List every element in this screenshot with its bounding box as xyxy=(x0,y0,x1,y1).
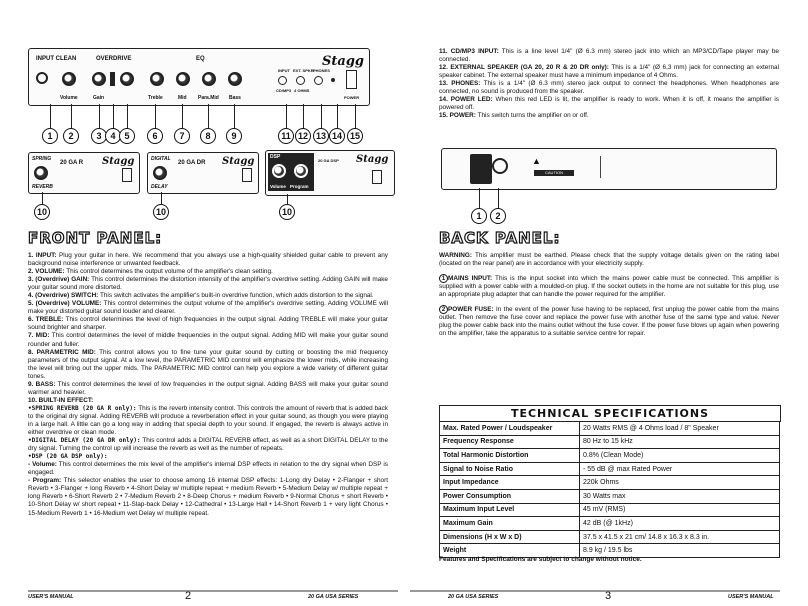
ohms-label: 4 OHMS xyxy=(294,88,310,93)
leader-line xyxy=(234,104,235,128)
item-8: 8. PARAMETRIC MID: This control allows you to fine tune your guitar sound by cutting or boosting the mid frequency parameters of the output signal. At a low level, the PARAMETRIC MID control will emphasize the lower mids, while increasing the level will bring out the upper mids. The PARAMETRIC MID control can help you explore a wide variety of different guitar tones. xyxy=(28,348,388,380)
item-11: 11. CD/MP3 INPUT: This is a line level 1/4" (Ø 6.3 mm) stereo jack into which an MP3/CD/Tape player may be connected. xyxy=(439,48,779,64)
mains-socket xyxy=(470,154,492,184)
leader-line xyxy=(303,104,304,128)
spec-key: Maximum Gain xyxy=(440,517,580,531)
digital-delay-item: •DIGITAL DELAY (20 GA DR only): This control adds a DIGITAL REVERB effect, as well as a short DIGITAL DELAY to the dry signal. Turning the control up will increase the reverb as well as the number of repeats. xyxy=(28,437,389,453)
spec-row xyxy=(440,422,780,436)
leader-line xyxy=(127,104,128,128)
input-clean-label: INPUT CLEAN xyxy=(36,56,77,62)
item-10: 10. BUILT-IN EFFECT: xyxy=(28,396,94,404)
callout-10-delay: 10 xyxy=(153,204,169,220)
spec-key: Maximum Input Level xyxy=(440,503,580,517)
stagg-logo: Stagg xyxy=(322,54,364,69)
leader-line xyxy=(99,104,100,128)
spec-row xyxy=(440,435,780,449)
leader-line xyxy=(113,104,114,128)
callout-7: 7 xyxy=(174,128,190,144)
input-jack xyxy=(36,72,48,84)
item-15: 15. POWER: This switch turns the amplifier on or off. xyxy=(439,112,589,120)
treble-knob xyxy=(150,72,164,86)
leader-line xyxy=(208,104,209,128)
specs-table xyxy=(439,421,780,558)
callout-6: 6 xyxy=(147,128,163,144)
power-led xyxy=(331,78,335,82)
eq-label: EQ xyxy=(196,56,205,62)
leader-line xyxy=(71,104,72,128)
power-fuse-item: 2 POWER FUSE: In the event of the power fuse having to be replaced, first unplug the power cable from the mains outlet. Then remove the fuse cover and replace the power fuse with another fuse of the same type and value. Never plug the power cable back into the mains outlet without the fuse cover. If the power fuse blows up again when powering on the amplifier, take the apparatus to a suitable service centre for repair. xyxy=(439,306,779,338)
specs-title: TECHNICAL SPECIFICATIONS xyxy=(439,405,781,422)
mid-label: Mid xyxy=(178,95,187,101)
callout-14: 14 xyxy=(329,128,345,144)
callout-10-reverb: 10 xyxy=(34,204,50,220)
mid-knob xyxy=(176,72,190,86)
overdrive-volume-knob xyxy=(120,72,134,86)
gain-label: Gain xyxy=(93,95,105,101)
callout-15: 15 xyxy=(347,128,363,144)
page-number-left: 2 xyxy=(185,590,192,602)
spec-value: 220k Ohms xyxy=(580,476,780,490)
power-switch xyxy=(346,70,357,89)
page-number-right: 3 xyxy=(605,590,612,602)
spring-reverb-item: •SPRING REVERB (20 GA R only): This is the reverb intensity control. This controls the amount of reverb that is added back to the original dry signal. Adding REVERB will produce a reverberation effect in your guitar sound, as though you were playing in a large hall. A little can go a long way in adding that special depth to your sound. If engaged, the reverb is always active in either overdrive or clean mode. xyxy=(28,404,388,437)
stagg-logo-small: Stagg xyxy=(356,154,389,165)
footer-series-left: 20 GA USA SERIES xyxy=(308,594,359,600)
power-switch-small xyxy=(242,168,252,182)
item-12: 12. EXTERNAL SPEAKER (GA 20, 20 R & 20 DR only): This is a 1/4" (Ø 6,3 mm) jack for connecting an external speaker cabinet. The external speaker must have a minimum impedance of 4 Ohms. xyxy=(439,64,779,80)
power-label: POWER xyxy=(344,95,360,100)
spec-value: - 55 dB @ max Rated Power xyxy=(580,462,780,476)
spec-value: 30 Watts max xyxy=(580,489,780,503)
phones-label: PHONES xyxy=(313,68,330,73)
item-3: 3. (Overdrive) GAIN: This control determines the distortion intensity of the amplifier's overdrive setting. Adding GAIN will make your guitar sound more distorted. xyxy=(28,276,388,292)
spec-key: Power Consumption xyxy=(440,489,580,503)
item-9: 9. BASS: This control determines the level of low frequencies in the output signal. Adding BASS will make your guitar sound warmer and heavier. xyxy=(28,380,388,396)
item-7: 7. MID: This control determines the level of middle frequencies in the output signal. Adding MID will make your guitar sound rounder and fuller. xyxy=(28,332,388,348)
ext-spkr-label: EXT. SPKR. xyxy=(293,68,315,73)
spec-key: Max. Rated Power / Loudspeaker xyxy=(440,422,580,436)
item-5: 5. (Overdrive) VOLUME: This control determines the output volume of the amplifier's overdrive setting. Adding VOLUME will make your distorted guitar sound louder and clearer. xyxy=(28,300,389,316)
leader-line xyxy=(355,104,356,128)
spec-row xyxy=(440,530,780,544)
dsp-volume-knob xyxy=(272,164,286,178)
item-13: 13. PHONES: This is a 1/4" (Ø 6.3 mm) stereo jack output to connect the headphones. When headphones are connected, no sound is produced from the speaker. xyxy=(439,80,779,96)
stagg-logo-small: Stagg xyxy=(102,156,135,167)
delay-label: DELAY xyxy=(151,184,168,190)
treble-label: Treble xyxy=(148,95,163,101)
mains-input-item: 1 MAINS INPUT: This is the input socket into which the mains power cable must be connected. This amplifier is supplied with a power cable with a moulded-on plug. If the socket outlets in the home are not suitable for this plug, use an appropriate plug adapter that can handle the power required for the amplifier. xyxy=(439,275,780,299)
cd-mp3-jack xyxy=(278,76,287,85)
spring-label: SPRING xyxy=(32,156,52,162)
spec-row xyxy=(440,503,780,517)
leader-line xyxy=(286,104,287,128)
leader-line xyxy=(498,188,499,208)
callout-8: 8 xyxy=(200,128,216,144)
spec-key: Frequency Response xyxy=(440,435,580,449)
rating-label xyxy=(600,156,751,178)
overdrive-label: OVERDRIVE xyxy=(96,56,132,62)
callout-13: 13 xyxy=(313,128,329,144)
item-4: 4. (Overdrive) SWITCH: This switch activates the amplifier's built-in overdrive function, which adds distortion to the signal. xyxy=(28,292,374,300)
spec-key: Weight xyxy=(440,544,580,558)
stagg-logo-small: Stagg xyxy=(222,156,255,167)
dsp-volume-item: - Volume: This control determines the mix level of the amplifier's internal DSP effects in relation to the dry signal when DSP is engaged. xyxy=(28,461,389,477)
callout-back-2: 2 xyxy=(490,208,506,224)
para-mid-label: Para.Mid xyxy=(198,95,219,101)
item-2: 2. VOLUME: This control determines the output volume of the amplifier's clean setting. xyxy=(28,268,273,276)
phones-jack xyxy=(314,76,323,85)
spec-row xyxy=(440,476,780,490)
callout-12: 12 xyxy=(295,128,311,144)
callout-2: 2 xyxy=(63,128,79,144)
warning-text: WARNING: This amplifier must be earthed. Please check that the supply voltage details given on the rating label (located on the rear panel) are in accordance with your electricity supply. xyxy=(439,252,779,268)
gain-knob xyxy=(92,72,106,86)
footer-divider-right xyxy=(410,590,780,592)
footer-divider-left xyxy=(28,590,398,592)
reverb-knob xyxy=(34,166,48,180)
leader-line xyxy=(479,188,480,208)
dsp-label: DSP xyxy=(270,154,281,160)
power-switch-small xyxy=(372,170,382,184)
caution-label: CAUTION xyxy=(534,170,574,176)
spec-key: Input Impedance xyxy=(440,476,580,490)
spec-value: 42 dB (@ 1kHz) xyxy=(580,517,780,531)
spec-row xyxy=(440,449,780,463)
connections-body xyxy=(439,48,779,120)
leader-line xyxy=(337,104,338,128)
spec-value: 80 Hz to 15 kHz xyxy=(580,435,780,449)
callout-back-1: 1 xyxy=(471,208,487,224)
input-label: INPUT xyxy=(278,68,290,73)
callout-10-dsp: 10 xyxy=(279,204,295,220)
callout-5: 5 xyxy=(119,128,135,144)
model-20gar: 20 GA R xyxy=(60,160,84,166)
dsp-program-item: - Program: This selector enables the user to choose among 16 internal DSP effects: 1-Long dry Delay • 2-Flanger + short Reverb • 3-Flanger + long Reverb • 4-Short Delay w/ multiple repeat + medium Reverb • 5-Medium Delay w/ multiple repeat + long Reverb • 6-Short Reverb 2 • 7-Medium Reverb 2 • 8-Deep Chorus + medium Reverb • 9-Normal Chorus + short Reverb • 10-Short Delay w/ short repeat • 11-Slap-back Delay • 12-Cathedral • 13-Large Hall • 14-Short Reverb 1 + very light Chorus • 15-Medium Reverb 1 • 16-Medium wet Delay w/ multiple repeat. xyxy=(28,477,389,517)
spec-row xyxy=(440,489,780,503)
overdrive-switch xyxy=(110,72,115,86)
dsp-item: •DSP (20 GA DSP only): xyxy=(28,453,108,461)
warning-triangle-icon: ▲ xyxy=(532,156,541,166)
dsp-program-knob xyxy=(294,164,308,178)
dsp-program-label: Program xyxy=(290,184,309,189)
volume-knob xyxy=(62,72,76,86)
item-1: 1. INPUT: Plug your guitar in here. We recommend that you always use a high-quality shielded guitar cable to prevent any background noise interference or unwanted feedback. xyxy=(28,252,388,268)
spec-value: 8.9 kg / 19.5 lbs xyxy=(580,544,780,558)
spec-key: Signal to Noise Ratio xyxy=(440,462,580,476)
leader-line xyxy=(287,194,288,204)
leader-line xyxy=(50,104,51,128)
fuse-holder xyxy=(492,158,508,174)
bass-label: Bass xyxy=(229,95,241,101)
callout-4: 4 xyxy=(105,128,121,144)
specs-note: Features and Specifications are subject to change without notice. xyxy=(439,556,642,563)
spec-key: Total Harmonic Distortion xyxy=(440,449,580,463)
spec-value: 45 mV (RMS) xyxy=(580,503,780,517)
spec-value: 37.5 x 41.5 x 21 cm/ 14.8 x 16.3 x 8.3 in. xyxy=(580,530,780,544)
leader-line xyxy=(321,104,322,128)
item-14: 14. POWER LED: When this red LED is lit, the amplifier is ready to work. When it is off, it means the amplifier is powered off. xyxy=(439,96,779,112)
callout-11: 11 xyxy=(278,128,294,144)
front-panel-body xyxy=(28,252,388,518)
footer-manual-left: USER'S MANUAL xyxy=(28,594,74,600)
cd-mp3-label: CD/MP3 xyxy=(276,88,292,93)
item-6: 6. TREBLE: This control determines the level of high frequencies in the output signal. Adding TREBLE will make your guitar sound brighter and sharper. xyxy=(28,316,388,332)
callout-9: 9 xyxy=(226,128,242,144)
footer-manual-right: USER'S MANUAL xyxy=(728,594,774,600)
model-20gadr: 20 GA DR xyxy=(178,160,206,166)
spec-row xyxy=(440,462,780,476)
callout-1: 1 xyxy=(42,128,58,144)
spec-value: 20 Watts RMS @ 4 Ohms load / 8" Speaker xyxy=(580,422,780,436)
bass-knob xyxy=(228,72,242,86)
volume-label: Volume xyxy=(60,95,78,101)
ext-spkr-jack xyxy=(296,76,305,85)
leader-line xyxy=(42,192,43,204)
leader-line xyxy=(161,192,162,204)
back-panel-body xyxy=(439,252,779,338)
back-panel-heading: BACK PANEL: xyxy=(439,229,561,247)
digital-label: DIGITAL xyxy=(151,156,171,162)
footer-series-right: 20 GA USA SERIES xyxy=(448,594,499,600)
leader-line xyxy=(182,104,183,128)
model-20gadsp: 20 GA DSP xyxy=(318,158,339,163)
spec-key: Dimensions (H x W x D) xyxy=(440,530,580,544)
reverb-label: REVERB xyxy=(32,184,53,190)
leader-line xyxy=(155,104,156,128)
delay-knob xyxy=(153,166,167,180)
power-switch-small xyxy=(122,168,132,182)
front-panel-heading: FRONT PANEL: xyxy=(28,229,163,247)
dsp-volume-label: Volume xyxy=(270,184,286,189)
para-mid-knob xyxy=(202,72,216,86)
spec-row xyxy=(440,517,780,531)
callout-3: 3 xyxy=(91,128,107,144)
spec-value: 0.8% (Clean Mode) xyxy=(580,449,780,463)
